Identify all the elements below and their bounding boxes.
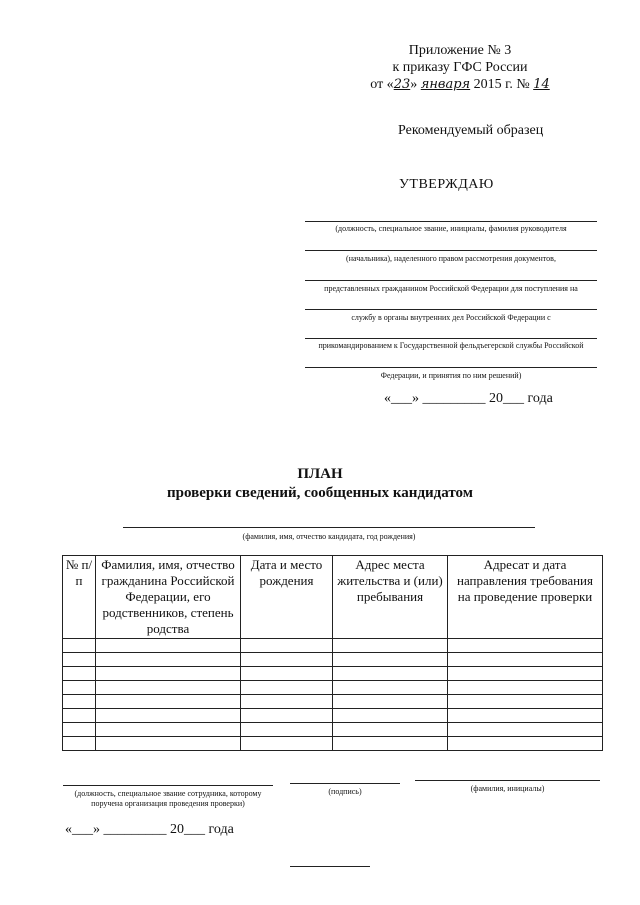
header-addressee: Адресат и дата направления требования на проведение проверки — [448, 556, 603, 639]
table-cell — [241, 695, 333, 709]
table-cell — [241, 667, 333, 681]
table-cell — [96, 667, 241, 681]
footer-line — [290, 866, 370, 867]
table-cell — [241, 681, 333, 695]
header-number: № п/п — [63, 556, 96, 639]
appendix-block — [340, 42, 580, 93]
table-cell — [333, 681, 448, 695]
candidate-caption: (фамилия, имя, отчество кандидата, год рождения) — [242, 532, 416, 541]
table-cell — [63, 709, 96, 723]
table-cell — [448, 709, 603, 723]
table-row — [63, 639, 603, 653]
table-cell — [448, 667, 603, 681]
signature-caption: (подпись) — [328, 787, 362, 796]
approve-caption-2: (начальника), наделенного правом рассмотрения документов, — [346, 254, 556, 263]
table-cell — [333, 695, 448, 709]
name-line — [415, 780, 600, 781]
signature-date-line: «___» _________ 20___ года — [65, 822, 234, 837]
table-cell — [333, 737, 448, 751]
table-cell — [241, 653, 333, 667]
table-cell — [333, 639, 448, 653]
table-cell — [63, 653, 96, 667]
handwritten-number: 14 — [533, 77, 550, 92]
candidate-line — [123, 527, 535, 528]
approve-line-5 — [305, 338, 597, 339]
table-row — [63, 723, 603, 737]
approve-caption-6: Федерации, и принятия по ним решений) — [380, 371, 522, 380]
table-cell — [448, 723, 603, 737]
table-cell — [63, 737, 96, 751]
table-cell — [96, 695, 241, 709]
table-cell — [96, 639, 241, 653]
plan-title: ПЛАН — [297, 466, 343, 482]
handwritten-day: 23 — [393, 77, 411, 92]
approve-line-6 — [305, 367, 597, 368]
table-cell — [448, 681, 603, 695]
table-cell — [448, 639, 603, 653]
approve-line-2 — [305, 250, 597, 251]
approve-line-3 — [305, 280, 597, 281]
table-cell — [448, 695, 603, 709]
table-cell — [63, 723, 96, 737]
table-row — [63, 681, 603, 695]
table-cell — [63, 667, 96, 681]
table-cell — [96, 709, 241, 723]
handwritten-month: января — [420, 77, 471, 92]
approve-caption-3: представленных гражданином Российской Федерации для поступления на — [324, 284, 578, 293]
table-row — [63, 709, 603, 723]
table-row — [63, 653, 603, 667]
approve-caption-1: (должность, специальное звание, инициалы, фамилия руководителя — [335, 224, 567, 233]
table-cell — [63, 695, 96, 709]
table-cell — [333, 653, 448, 667]
table-cell — [96, 723, 241, 737]
header-birth: Дата и место рождения — [241, 556, 333, 639]
position-caption: (должность, специальное звание сотрудника, которому поручена организация проведения проверки) — [74, 789, 262, 808]
table-cell — [96, 737, 241, 751]
header-full-name: Фамилия, имя, отчество гражданина Российской Федерации, его родственников, степень родства — [96, 556, 241, 639]
approve-line-1 — [305, 221, 597, 222]
table-cell — [63, 681, 96, 695]
sample-label: Рекомендуемый образец — [398, 123, 544, 138]
signature-line — [290, 783, 400, 784]
plan-subtitle: проверки сведений, сообщенных кандидатом — [167, 485, 473, 501]
table-row — [63, 695, 603, 709]
approve-caption-5: прикомандированием к Государственной фельдъегерской службы Российской — [318, 341, 584, 350]
table-cell — [333, 667, 448, 681]
table-cell — [333, 709, 448, 723]
order-reference: к приказу ГФС России — [392, 60, 528, 75]
table-cell — [63, 639, 96, 653]
table-cell — [96, 653, 241, 667]
appendix-number: Приложение № 3 — [408, 43, 512, 58]
position-line — [63, 785, 273, 786]
table-cell — [241, 709, 333, 723]
verification-table — [62, 555, 603, 751]
approve-date-line: «___» _________ 20___ года — [384, 391, 553, 406]
table-header-row — [63, 556, 603, 639]
table-cell — [96, 681, 241, 695]
table-cell — [333, 723, 448, 737]
table-cell — [448, 653, 603, 667]
order-date-number: от «23» января 2015 г. № 14 — [370, 77, 550, 92]
table-cell — [448, 737, 603, 751]
header-address: Адрес места жительства и (или) пребывания — [333, 556, 448, 639]
approve-title: УТВЕРЖДАЮ — [399, 177, 494, 192]
table-cell — [241, 723, 333, 737]
table-row — [63, 737, 603, 751]
table-row — [63, 667, 603, 681]
approve-line-4 — [305, 309, 597, 310]
name-caption: (фамилия, инициалы) — [470, 784, 545, 793]
approve-caption-4: службу в органы внутренних дел Российской Федерации с — [351, 313, 551, 322]
table-cell — [241, 737, 333, 751]
table-cell — [241, 639, 333, 653]
